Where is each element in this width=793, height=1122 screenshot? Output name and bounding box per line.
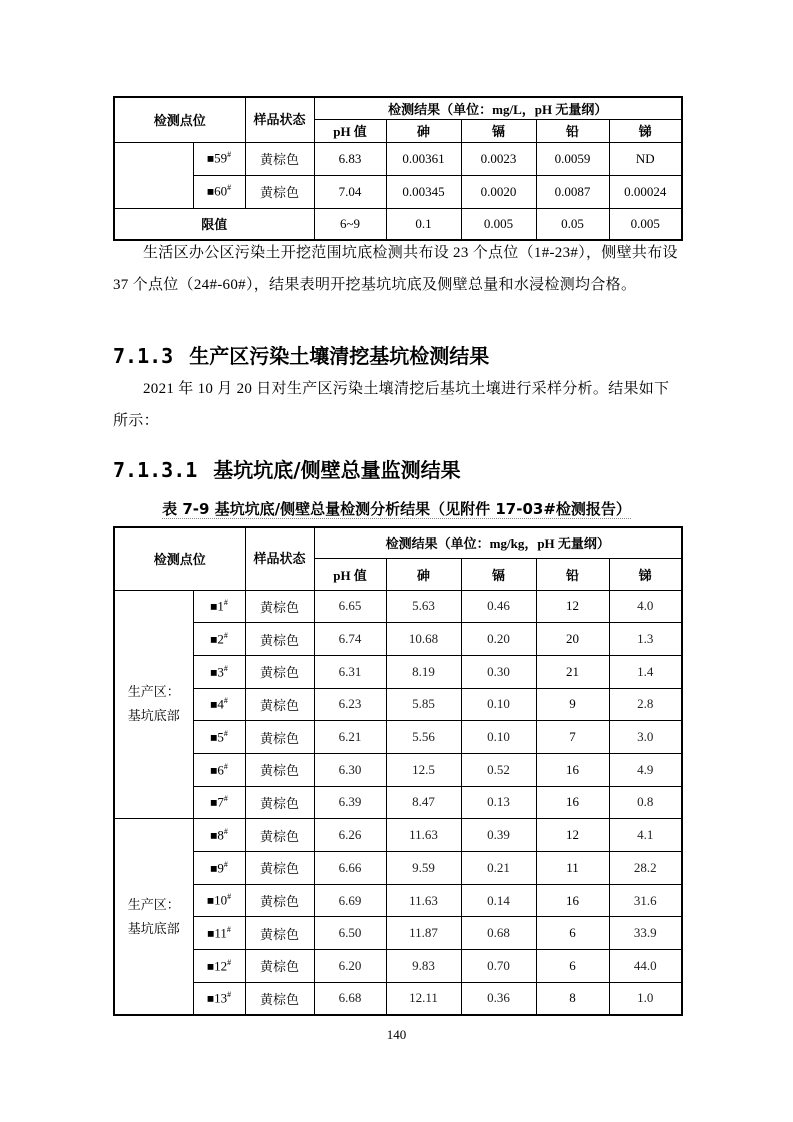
limit-antimony: 0.005 xyxy=(609,208,682,240)
sample-state: 黄棕色 xyxy=(245,917,314,950)
value-antimony: 4.9 xyxy=(609,753,682,786)
point-number: 9 xyxy=(217,860,224,875)
group-label xyxy=(114,590,193,819)
value-arsenic: 11.87 xyxy=(386,917,461,950)
sample-state: 黄棕色 xyxy=(245,623,314,656)
point-id xyxy=(193,175,245,208)
value-antimony: 33.9 xyxy=(609,917,682,950)
value-arsenic: 9.83 xyxy=(386,950,461,983)
header-lead: 铅 xyxy=(536,558,609,590)
square-marker-icon: ■ xyxy=(210,762,218,777)
point-suffix: # xyxy=(226,925,231,935)
value-antimony: 4.0 xyxy=(609,590,682,623)
value-ph: 6.31 xyxy=(314,655,386,688)
square-marker-icon: ■ xyxy=(210,861,218,875)
sample-state: 黄棕色 xyxy=(245,753,314,786)
value-lead: 12 xyxy=(536,590,609,623)
sample-state: 黄棕色 xyxy=(245,721,314,754)
sample-state: 黄棕色 xyxy=(245,950,314,983)
value-cadmium: 0.0020 xyxy=(461,175,536,208)
table-row xyxy=(114,852,682,885)
table-row xyxy=(114,688,682,721)
value-lead: 21 xyxy=(536,655,609,688)
header-cadmium: 镉 xyxy=(461,119,536,142)
table-row xyxy=(114,721,682,754)
header-state: 样品状态 xyxy=(245,527,314,590)
value-antimony: 1.0 xyxy=(609,982,682,1015)
value-arsenic: 8.47 xyxy=(386,786,461,819)
value-ph: 6.74 xyxy=(314,623,386,656)
value-lead: 0.0087 xyxy=(536,175,609,208)
value-antimony: 4.1 xyxy=(609,819,682,852)
value-arsenic: 11.63 xyxy=(386,884,461,917)
point-suffix: # xyxy=(223,728,228,738)
header-location: 检测点位 xyxy=(114,97,245,142)
point-id xyxy=(193,623,245,656)
header-lead: 铅 xyxy=(536,119,609,142)
point-id xyxy=(193,786,245,819)
point-number: 10 xyxy=(214,892,228,908)
table-caption-text: 表 7-9 基坑坑底/侧壁总量检测分析结果（见附件 17-03#检测报告） xyxy=(162,500,631,518)
limit-lead: 0.05 xyxy=(536,208,609,240)
table-row xyxy=(114,950,682,983)
value-ph: 6.68 xyxy=(314,982,386,1015)
value-lead: 7 xyxy=(536,721,609,754)
square-marker-icon: ■ xyxy=(210,599,218,614)
point-suffix: # xyxy=(223,859,228,869)
table-caption xyxy=(0,498,793,519)
value-ph: 6.39 xyxy=(314,786,386,819)
point-suffix: # xyxy=(223,663,228,673)
page-number: 140 xyxy=(386,1027,407,1042)
value-ph: 6.26 xyxy=(314,819,386,852)
table-row xyxy=(114,590,682,623)
value-cadmium: 0.13 xyxy=(461,786,536,819)
square-marker-icon: ■ xyxy=(206,991,215,1006)
value-ph: 6.66 xyxy=(314,852,386,885)
point-id xyxy=(193,982,245,1015)
value-lead: 0.0059 xyxy=(536,142,609,175)
value-cadmium: 0.21 xyxy=(461,852,536,885)
table-row xyxy=(114,819,682,852)
header-arsenic: 砷 xyxy=(386,119,461,142)
value-lead: 16 xyxy=(536,753,609,786)
value-arsenic: 0.00345 xyxy=(386,175,461,208)
table-row xyxy=(114,884,682,917)
square-marker-icon: ■ xyxy=(206,959,215,974)
value-lead: 11 xyxy=(536,852,609,885)
value-ph: 6.65 xyxy=(314,590,386,623)
point-id xyxy=(193,688,245,721)
square-marker-icon: ■ xyxy=(210,697,218,712)
leaching-results-table xyxy=(113,96,683,241)
value-arsenic: 9.59 xyxy=(386,852,461,885)
point-number: 4 xyxy=(217,696,224,712)
square-marker-icon: ■ xyxy=(210,828,218,843)
subsection-number: 7.1.3.1 xyxy=(113,458,198,482)
group-label-text: 生产区：基坑底部 xyxy=(127,896,180,936)
point-number: 8 xyxy=(217,827,224,843)
square-marker-icon: ■ xyxy=(210,632,218,647)
limit-row xyxy=(114,208,682,240)
value-ph: 6.21 xyxy=(314,721,386,754)
value-ph: 6.83 xyxy=(314,142,386,175)
value-cadmium: 0.20 xyxy=(461,623,536,656)
table-row xyxy=(114,753,682,786)
limit-arsenic: 0.1 xyxy=(386,208,461,240)
header-results: 检测结果（单位：mg/L，pH 无量纲） xyxy=(314,97,682,119)
value-ph: 7.04 xyxy=(314,175,386,208)
point-id xyxy=(193,950,245,983)
point-id xyxy=(193,655,245,688)
value-lead: 9 xyxy=(536,688,609,721)
value-antimony: 1.3 xyxy=(609,623,682,656)
value-ph: 6.30 xyxy=(314,753,386,786)
limit-label: 限值 xyxy=(114,208,314,240)
paragraph-sampling: 2021 年 10 月 20 日对生产区污染土壤清挖后基坑土壤进行采样分析。结果如下所示： xyxy=(113,381,670,429)
square-marker-icon: ■ xyxy=(206,184,215,199)
value-lead: 16 xyxy=(536,786,609,819)
value-cadmium: 0.10 xyxy=(461,721,536,754)
header-results: 检测结果（单位：mg/kg，pH 无量纲） xyxy=(314,527,682,558)
value-arsenic: 11.63 xyxy=(386,819,461,852)
value-antimony: 3.0 xyxy=(609,721,682,754)
total-results-table xyxy=(113,526,683,1016)
square-marker-icon: ■ xyxy=(210,664,218,679)
value-arsenic: 0.00361 xyxy=(386,142,461,175)
value-antimony: ND xyxy=(609,142,682,175)
header-arsenic: 砷 xyxy=(386,558,461,590)
point-id xyxy=(193,852,245,885)
sample-state: 黄棕色 xyxy=(245,819,314,852)
value-antimony: 31.6 xyxy=(609,884,682,917)
point-number: 6 xyxy=(217,761,224,777)
point-number: 2 xyxy=(217,631,224,647)
point-number: 59 xyxy=(214,150,228,166)
value-ph: 6.23 xyxy=(314,688,386,721)
point-number: 12 xyxy=(214,958,228,974)
table-row xyxy=(114,142,682,175)
group-cell xyxy=(114,142,193,208)
table-row xyxy=(114,623,682,656)
point-id xyxy=(193,142,245,175)
point-number: 11 xyxy=(214,925,227,941)
table-row xyxy=(114,786,682,819)
value-cadmium: 0.39 xyxy=(461,819,536,852)
group-label xyxy=(114,819,193,1015)
value-arsenic: 5.85 xyxy=(386,688,461,721)
header-ph: pH 值 xyxy=(314,558,386,590)
sample-state: 黄棕色 xyxy=(245,688,314,721)
subsection-title: 基坑坑底/侧壁总量监测结果 xyxy=(213,458,461,482)
value-cadmium: 0.0023 xyxy=(461,142,536,175)
value-antimony: 44.0 xyxy=(609,950,682,983)
sample-state: 黄棕色 xyxy=(245,590,314,623)
point-suffix: # xyxy=(227,150,232,160)
point-number: 1 xyxy=(217,598,224,614)
value-arsenic: 5.63 xyxy=(386,590,461,623)
point-suffix: # xyxy=(227,183,232,193)
value-lead: 20 xyxy=(536,623,609,656)
point-suffix: # xyxy=(223,696,228,706)
sample-state: 黄棕色 xyxy=(245,655,314,688)
value-antimony: 28.2 xyxy=(609,852,682,885)
value-cadmium: 0.68 xyxy=(461,917,536,950)
value-cadmium: 0.46 xyxy=(461,590,536,623)
point-suffix: # xyxy=(223,761,228,771)
point-suffix: # xyxy=(223,630,228,640)
table-row xyxy=(114,917,682,950)
header-antimony: 锑 xyxy=(609,558,682,590)
limit-ph: 6~9 xyxy=(314,208,386,240)
value-lead: 6 xyxy=(536,950,609,983)
point-number: 5 xyxy=(217,729,224,745)
value-antimony: 0.8 xyxy=(609,786,682,819)
header-cadmium: 镉 xyxy=(461,558,536,590)
value-cadmium: 0.30 xyxy=(461,655,536,688)
value-lead: 6 xyxy=(536,917,609,950)
point-id xyxy=(193,590,245,623)
value-arsenic: 5.56 xyxy=(386,721,461,754)
value-lead: 8 xyxy=(536,982,609,1015)
value-antimony: 2.8 xyxy=(609,688,682,721)
value-cadmium: 0.52 xyxy=(461,753,536,786)
point-suffix: # xyxy=(227,892,232,902)
header-ph: pH 值 xyxy=(314,119,386,142)
table-row xyxy=(114,982,682,1015)
value-arsenic: 12.5 xyxy=(386,753,461,786)
sample-state: 黄棕色 xyxy=(245,175,314,208)
sample-state: 黄棕色 xyxy=(245,142,314,175)
square-marker-icon: ■ xyxy=(210,730,218,745)
limit-cadmium: 0.005 xyxy=(461,208,536,240)
point-number: 60 xyxy=(214,183,228,199)
sample-state: 黄棕色 xyxy=(245,884,314,917)
point-suffix: # xyxy=(227,990,232,1000)
value-ph: 6.20 xyxy=(314,950,386,983)
point-number: 13 xyxy=(214,990,228,1006)
value-cadmium: 0.10 xyxy=(461,688,536,721)
section-title: 生产区污染土壤清挖基坑检测结果 xyxy=(189,344,490,368)
value-lead: 16 xyxy=(536,884,609,917)
section-heading-7-1-3 xyxy=(113,340,489,369)
square-marker-icon: ■ xyxy=(207,926,215,941)
point-id xyxy=(193,884,245,917)
value-cadmium: 0.14 xyxy=(461,884,536,917)
point-id xyxy=(193,917,245,950)
point-suffix: # xyxy=(223,598,228,608)
group-label-text: 生产区：基坑底部 xyxy=(127,684,180,724)
point-suffix: # xyxy=(223,794,228,804)
value-arsenic: 8.19 xyxy=(386,655,461,688)
point-id xyxy=(193,721,245,754)
sample-state: 黄棕色 xyxy=(245,786,314,819)
section-number: 7.1.3 xyxy=(113,344,174,368)
sample-state: 黄棕色 xyxy=(245,852,314,885)
header-antimony: 锑 xyxy=(609,119,682,142)
point-id xyxy=(193,819,245,852)
square-marker-icon: ■ xyxy=(206,151,215,166)
point-number: 7 xyxy=(217,794,224,810)
square-marker-icon: ■ xyxy=(206,893,215,908)
value-antimony: 1.4 xyxy=(609,655,682,688)
square-marker-icon: ■ xyxy=(210,795,218,810)
value-arsenic: 12.11 xyxy=(386,982,461,1015)
point-number: 3 xyxy=(217,663,224,679)
table-row xyxy=(114,655,682,688)
header-state: 样品状态 xyxy=(245,97,314,142)
value-cadmium: 0.36 xyxy=(461,982,536,1015)
value-ph: 6.69 xyxy=(314,884,386,917)
value-lead: 12 xyxy=(536,819,609,852)
point-suffix: # xyxy=(223,826,228,836)
point-suffix: # xyxy=(227,957,232,967)
sample-state: 黄棕色 xyxy=(245,982,314,1015)
value-arsenic: 10.68 xyxy=(386,623,461,656)
value-antimony: 0.00024 xyxy=(609,175,682,208)
section-heading-7-1-3-1 xyxy=(113,454,461,483)
paragraph-summary: 生活区办公区污染土开挖范围坑底检测共布设 23 个点位（1#-23#），侧壁共布设 37 个点位（24#-60#），结果表明开挖基坑坑底及侧壁总量和水浸检测均合格。 xyxy=(113,245,678,293)
table-row xyxy=(114,175,682,208)
value-cadmium: 0.70 xyxy=(461,950,536,983)
header-location: 检测点位 xyxy=(114,527,245,590)
point-id xyxy=(193,753,245,786)
value-ph: 6.50 xyxy=(314,917,386,950)
